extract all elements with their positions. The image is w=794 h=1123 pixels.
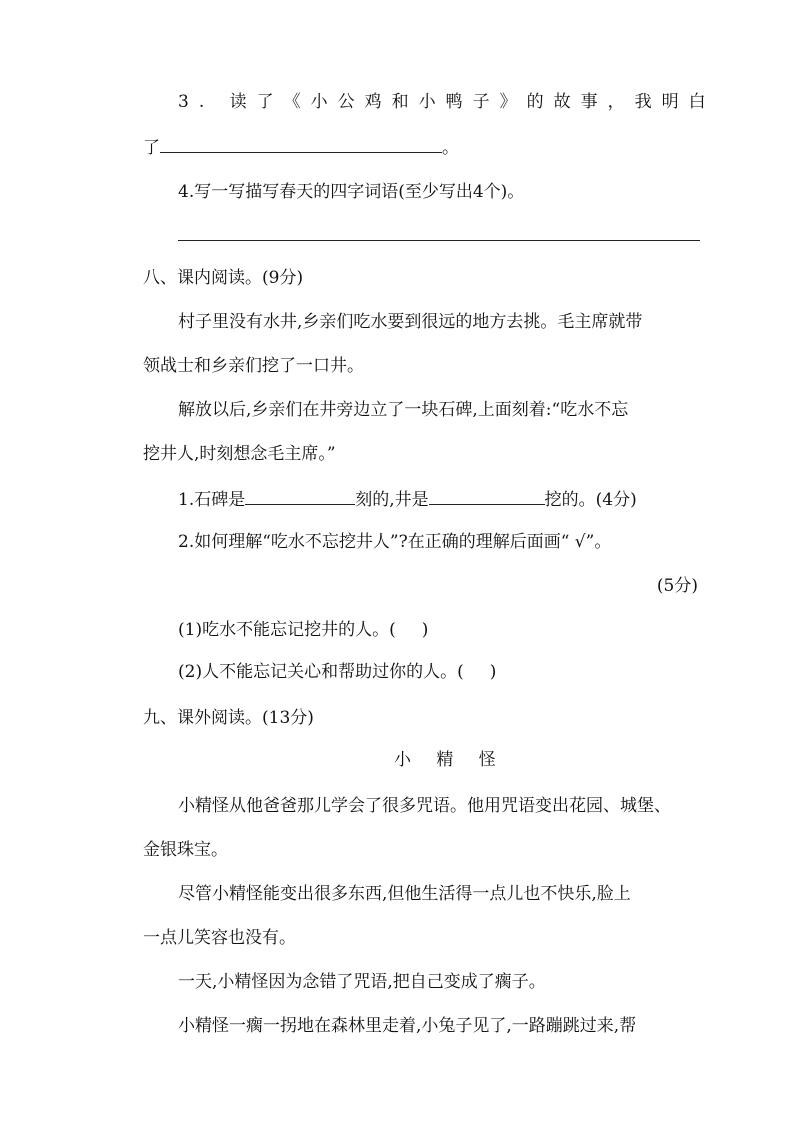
story-title: 小 精 怪 (394, 750, 506, 770)
story-line: 一天,小精怪因为念错了咒语,把自己变成了瘸子。 (178, 972, 546, 992)
option-2: (2)人不能忘记关心和帮助过你的人。( ) (178, 662, 497, 682)
story-line: 一点儿笑容也没有。 (143, 928, 296, 948)
answer-blank-q3[interactable] (160, 134, 442, 153)
reading-passage-line: 领战士和乡亲们挖了一口井。 (143, 356, 364, 376)
question-8-1: 1.石碑是 刻的,井是 挖的。(4分) (178, 486, 637, 512)
answer-blank-well[interactable] (429, 486, 545, 505)
section-8-title: 八、课内阅读。(9分) (143, 268, 304, 288)
reading-passage-line: 村子里没有水井,乡亲们吃水要到很远的地方去挑。毛主席就带 (178, 312, 643, 332)
question-3-text: 读了《小公鸡和小鸭子》的故事，我明白 (229, 92, 716, 112)
option-1: (1)吃水不能忘记挖井的人。( ) (178, 620, 429, 640)
story-line: 金银珠宝。 (143, 840, 228, 860)
question-3-line2: 了 。 (143, 134, 459, 160)
reading-passage-line: 解放以后,乡亲们在井旁边立了一块石碑,上面刻着:“吃水不忘 (178, 400, 629, 420)
question-3-line1 (178, 90, 716, 114)
question-8-2-score: (5分) (656, 576, 698, 596)
question-8-2: 2.如何理解“吃水不忘挖井人”?在正确的理解后面画“ √”。 (178, 532, 612, 552)
reading-passage-line: 挖井人,时刻想念毛主席。” (143, 444, 336, 464)
story-line: 小精怪从他爸爸那儿学会了很多咒语。他用咒语变出花园、城堡、 (178, 796, 671, 816)
answer-blank-stone[interactable] (245, 486, 355, 505)
story-line: 尽管小精怪能变出很多东西,但他生活得一点儿也不快乐,脸上 (178, 884, 631, 904)
question-3-number: 3. (178, 92, 215, 112)
story-line: 小精怪一瘸一拐地在森林里走着,小兔子见了,一路蹦跳过来,帮 (178, 1016, 637, 1036)
answer-line-q4[interactable] (178, 240, 700, 241)
question-4: 4.写一写描写春天的四字词语(至少写出4个)。 (178, 182, 525, 202)
section-9-title: 九、课外阅读。(13分) (143, 708, 314, 728)
